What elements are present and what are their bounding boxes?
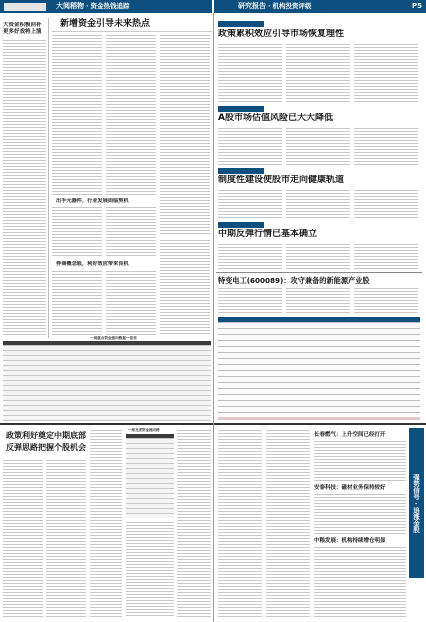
mid-column-text [126,522,174,618]
sub-article-2-col-a [52,271,102,335]
left-last-column-text [177,430,211,618]
bottom-left-headline-2: 反弹思路把握个股机会 [6,443,86,452]
right-section-tag-1 [218,21,264,27]
right-bottom-body-3 [314,547,406,617]
right-section-divider: · [268,2,271,10]
main-headline: 新增资金引导未来热点 [60,19,151,29]
right-section-rule [214,423,426,425]
stock-article-col-b [286,288,350,314]
right-article-1-col-c [354,44,418,104]
mid-table-body [126,438,174,518]
bottom-left-body-c [90,430,122,618]
right-bottom-body-2 [314,494,406,534]
main-headline-rule [52,31,212,32]
right-bottom-headline-1: 长春燃气：上升空间已经打开 [314,432,386,438]
bottom-left-body-a [3,460,43,618]
right-bottom-col-a [218,430,262,618]
data-table-body [3,345,211,421]
col1-headline: 大资金积极回补更多好戏将上演 [3,22,42,35]
rating-table-footer [218,417,420,420]
main-article-col-a [52,35,102,195]
right-headline-2: A股市场估值风险已大大降低 [218,113,333,123]
left-section-rule [0,423,213,425]
mid-table-title: 一周龙虎资金流向榜 [128,428,160,432]
main-article-col-c [160,35,210,235]
left-section-divider: · [86,2,89,10]
right-article-3-col-a [218,190,282,220]
right-article-4-col-a [218,244,282,270]
stock-article-col-a [218,288,282,314]
right-section-tag-2 [218,106,264,112]
right-edition: P5 [411,2,422,10]
main-article-col-b [106,35,156,195]
bottom-left-body-b [46,460,86,618]
col1-body-text [3,40,46,336]
right-article-3-col-b [286,190,350,220]
right-article-4-col-b [286,244,350,270]
sub-article-2-col-b [106,271,156,335]
right-section-topic: 机构投资评级 [272,2,312,10]
rating-table-body [218,322,420,416]
left-section-topic: 资金热钱追踪 [90,2,130,10]
right-article-1-col-a [218,44,282,104]
right-headline-1: 政策累积效应引导市场恢复理性 [218,29,345,39]
right-bottom-headline-2: 安泰科技：磁材业务保持较好 [314,485,386,491]
page-gutter [213,13,214,622]
bottom-left-headline-1: 政策利好奠定中期底部 [6,431,86,440]
right-article-2-col-c [354,128,418,166]
sub-headline-2: 券商概念股，利好效应带来良机 [56,261,129,267]
right-bottom-col-b [266,430,310,618]
right-bottom-body-1 [314,441,406,481]
right-page-banner [214,0,426,13]
right-article-3-col-c [354,190,418,220]
left-section-name: 大阅稻物 [56,2,84,10]
right-side-banner: 强势信号 · 追涨金股 [409,428,424,578]
right-headline-3: 制度性建设使股市走向健康轨道 [218,175,345,185]
right-bottom-headline-3: 中粮发展：机构持续增仓明显 [314,538,386,544]
left-page-banner [0,0,212,13]
right-article-4-col-c [354,244,418,270]
right-section-tag-3 [218,168,264,174]
data-table-title: 一周重点资金流向数据一览表 [90,336,137,340]
right-article-2-col-b [286,128,350,166]
col1-divider [48,18,49,338]
right-headline-4: 中期反弹行情已基本确立 [218,229,318,239]
right-section-name: 研究报告 [238,2,266,10]
right-article-1-col-b [286,44,350,104]
stock-headline: 特变电工(600089)：攻守兼备的新能源产业股 [218,276,370,285]
sub-article-2-col-c [160,240,210,335]
sub-article-1-col-b [106,207,156,257]
sub-headline-1: 出手元器件，行业发展面临契机 [56,198,129,204]
stock-rule [216,272,422,273]
left-edition-strip [4,3,46,11]
right-article-2-col-a [218,128,282,166]
right-section-tag-4 [218,222,264,228]
sub-article-1-col-a [52,207,102,257]
stock-article-col-c [354,288,418,314]
